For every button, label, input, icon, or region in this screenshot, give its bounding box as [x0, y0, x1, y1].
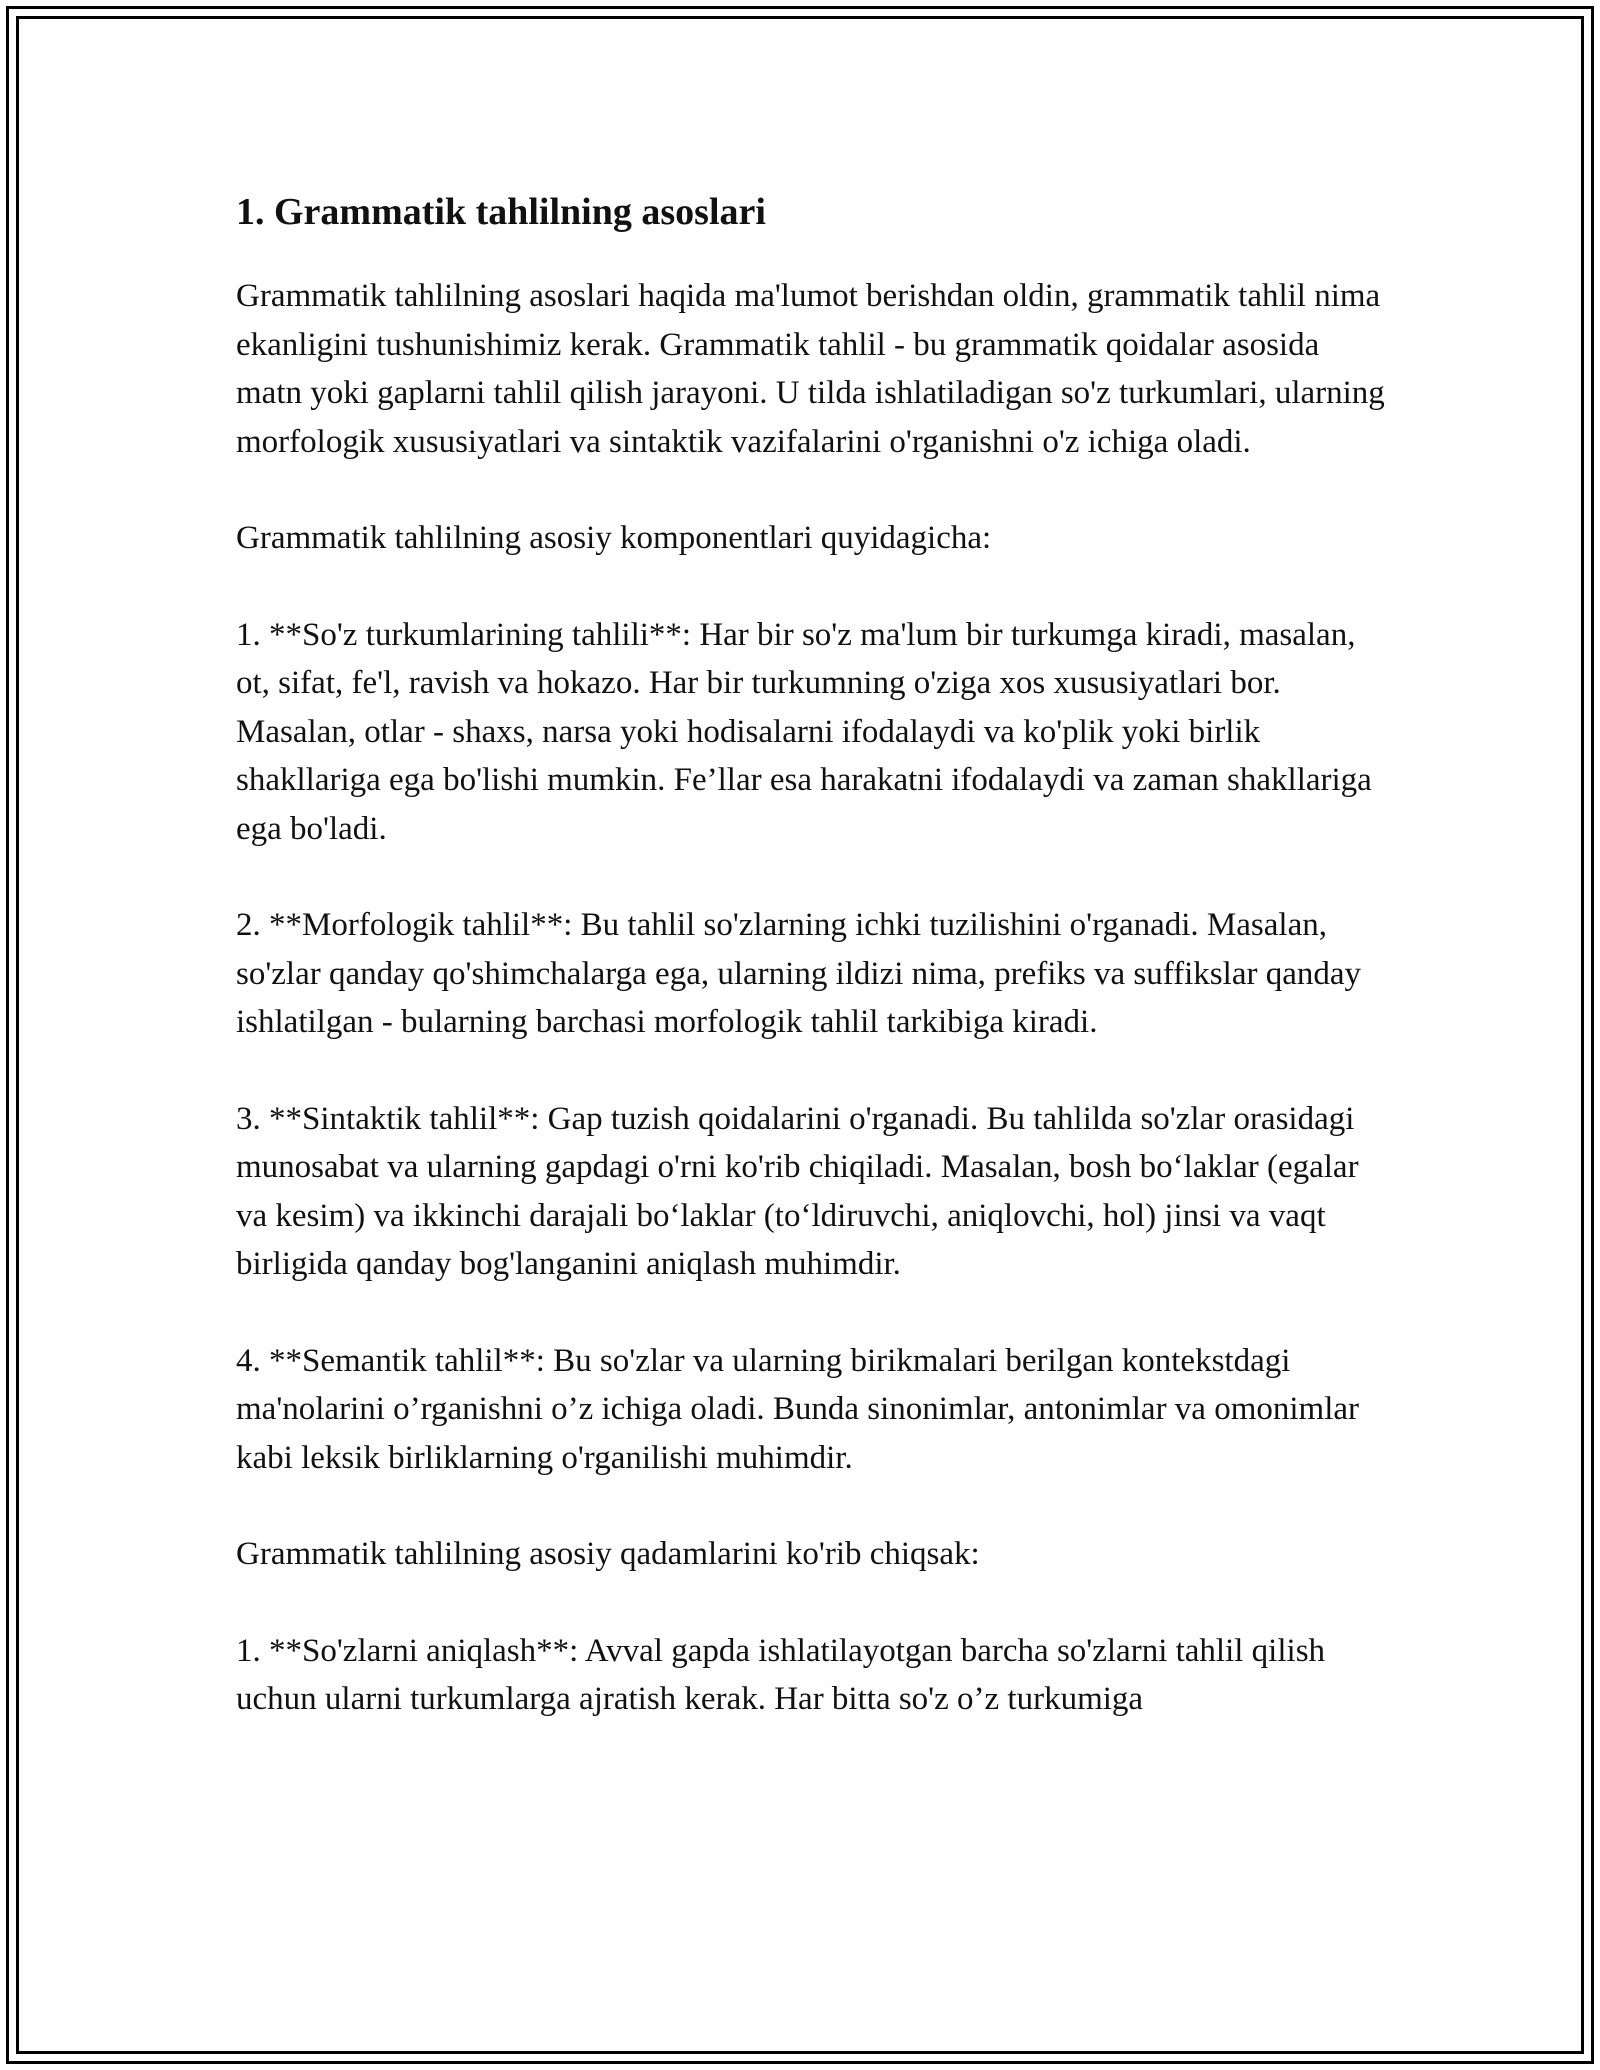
- paragraph-intro: Grammatik tahlilning asoslari haqida ma'lumot berishdan oldin, grammatik tahlil nima ekanligini tushunishimiz kerak. Grammatik tahlil - bu grammatik qoidalar asosida matn yoki gaplarni tahlil qilish jarayoni. U tilda ishlatiladigan so'z turkumlari, ularning morfologik xususiyatlari va sintaktik vazifalarini o'rganishni o'z ichiga oladi.: [236, 278, 1385, 460]
- paragraph-components-lead: Grammatik tahlilning asosiy komponentlari quyidagicha:: [236, 520, 992, 556]
- paragraph-word-class-analysis: 1. **So'z turkumlarining tahlili**: Har bir so'z ma'lum bir turkumga kiradi, masalan, ot, sifat, fe'l, ravish va hokazo. Har bir turkumning o'ziga xos xususiyatlari bor. Masalan, otlar - shaxs, narsa yoki hodisalarni ifodalaydi va ko'plik yoki birlik shakllariga ega bo'lishi mumkin. Fe’llar esa harakatni ifodalaydi va zaman shakllariga ega bo'ladi.: [236, 616, 1372, 847]
- paragraph-morphological-analysis: 2. **Morfologik tahlil**: Bu tahlil so'zlarning ichki tuzilishini o'rganadi. Masalan, so'zlar qanday qo'shimchalarga ega, ularning ildizi nima, prefiks va suffikslar qanday ishlatilgan - bularning barchasi morfologik tahlil tarkibiga kiradi.: [236, 907, 1361, 1040]
- document-body: [236, 186, 1386, 1772]
- paragraph-step-word-identification: 1. **So'zlarni aniqlash**: Avval gapda ishlatilayotgan barcha so'zlarni tahlil qilish uchun ularni turkumlarga ajratish kerak. Har bitta so'z o’z turkumiga: [236, 1632, 1326, 1717]
- paragraph-syntactic-analysis: 3. **Sintaktik tahlil**: Gap tuzish qoidalarini o'rganadi. Bu tahlilda so'zlar orasidagi munosabat va ularning gapdagi o'rni ko'rib chiqiladi. Masalan, bosh bo‘laklar (egalar va kesim) va ikkinchi darajali bo‘laklar (to‘ldiruvchi, aniqlovchi, hol) jinsi va vaqt birligida qanday bog'langanini aniqlash muhimdir.: [236, 1100, 1359, 1282]
- section-heading: 1. Grammatik tahlilning asoslari: [236, 191, 766, 233]
- paragraph-steps-lead: Grammatik tahlilning asosiy qadamlarini ko'rib chiqsak:: [236, 1536, 980, 1572]
- paragraph-semantic-analysis: 4. **Semantik tahlil**: Bu so'zlar va ularning birikmalari berilgan kontekstdagi ma'nolarini o’rganishni o’z ichiga oladi. Bunda sinonimlar, antonimlar va omonimlar kabi leksik birliklarning o'rganilishi muhimdir.: [236, 1342, 1360, 1476]
